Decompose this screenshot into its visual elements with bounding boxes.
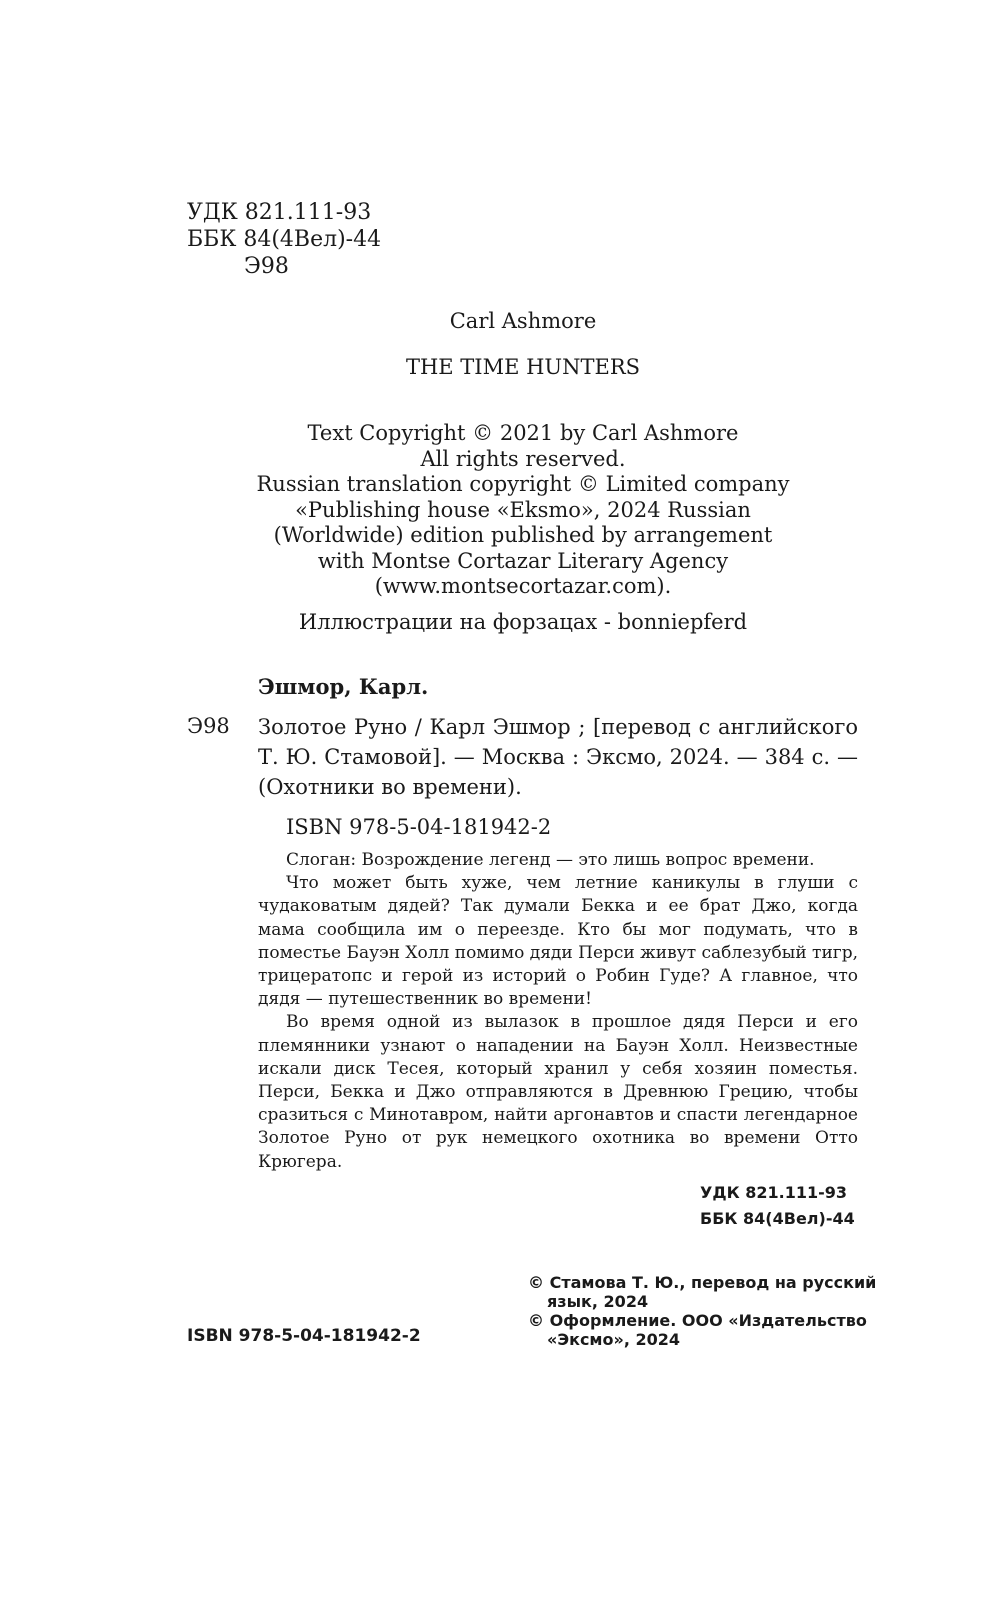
russian-copyright bbox=[528, 1273, 876, 1349]
author-mark: Э98 bbox=[244, 254, 289, 279]
record-mark: Э98 bbox=[187, 714, 230, 738]
copyright-line: with Montse Cortazar Literary Agency bbox=[317, 548, 729, 573]
classification-codes bbox=[187, 199, 381, 280]
original-title: THE TIME HUNTERS bbox=[405, 355, 641, 379]
copyright-line: Russian translation copyright © Limited company bbox=[256, 472, 790, 496]
copyright-line: All rights reserved. bbox=[420, 446, 626, 471]
copyright-line: (www.montsecortazar.com). bbox=[374, 574, 672, 598]
annotation-paragraph: Во время одной из вылазок в прошлое дядя Перси и его племянники узнают о нападении на Бауэн Холл. Неизвестные искали диск Тесея, который хранил у себя хозяин поместья. Перси, Бекка и Джо отправляются в Древнюю Грецию, чтобы сразиться с Минотавром, найти аргонавтов и спасти легендарное Золотое Руно от рук немецкого охотника во времени Отто Крюгера. bbox=[258, 1012, 858, 1172]
annotation bbox=[258, 849, 858, 1174]
annotation-paragraph: Что может быть хуже, чем летние каникулы в глуши с чудаковатым дядей? Так думали Бекка и ее брат Джо, когда мама сообщила им о переезде. Кто бы мог подумать, что в поместье Бауэн Холл помимо дяди Перси живут саблезубый тигр, трицератопс и герой из историй о Робин Гуде? А главное, что дядя — путешественник во времени! bbox=[258, 873, 858, 1010]
design-copyright: © Оформление. ООО «Издательство bbox=[528, 1311, 867, 1330]
record-isbn: ISBN 978-5-04-181942-2 bbox=[286, 815, 552, 839]
record-author: Эшмор, Карл. bbox=[258, 674, 429, 699]
illustrations-credit: Иллюстрации на форзацах - bonniepferd bbox=[298, 610, 748, 634]
bibliographic-description: Золотое Руно / Карл Эшмор ; [перевод с английского Т. Ю. Стамовой]. — Москва : Эксмо, 2024. — 384 с. — (Охотники во времени). bbox=[258, 715, 858, 799]
copyright-line: Text Copyright © 2021 by Carl Ashmore bbox=[307, 421, 739, 445]
original-author: Carl Ashmore bbox=[449, 309, 597, 333]
copyright-notice bbox=[230, 421, 816, 600]
translation-copyright-cont: язык, 2024 bbox=[547, 1292, 649, 1311]
udk-code: УДК 821.111-93 bbox=[187, 200, 372, 225]
bbk-code: ББК 84(4Вел)-44 bbox=[187, 227, 382, 252]
copyright-line: (Worldwide) edition published by arrangement bbox=[273, 523, 773, 547]
annotation-paragraph: Слоган: Возрождение легенд — это лишь вопрос времени. bbox=[286, 850, 815, 870]
footer-isbn: ISBN 978-5-04-181942-2 bbox=[187, 1326, 421, 1346]
copyright-line: «Publishing house «Eksmo», 2024 Russian bbox=[295, 497, 751, 522]
footer-bbk: ББК 84(4Вел)-44 bbox=[700, 1209, 855, 1228]
footer-codes bbox=[700, 1180, 855, 1232]
design-copyright-cont: «Эксмо», 2024 bbox=[547, 1330, 681, 1349]
footer-udk: УДК 821.111-93 bbox=[700, 1183, 848, 1202]
translation-copyright: © Стамова Т. Ю., перевод на русский bbox=[528, 1273, 877, 1292]
